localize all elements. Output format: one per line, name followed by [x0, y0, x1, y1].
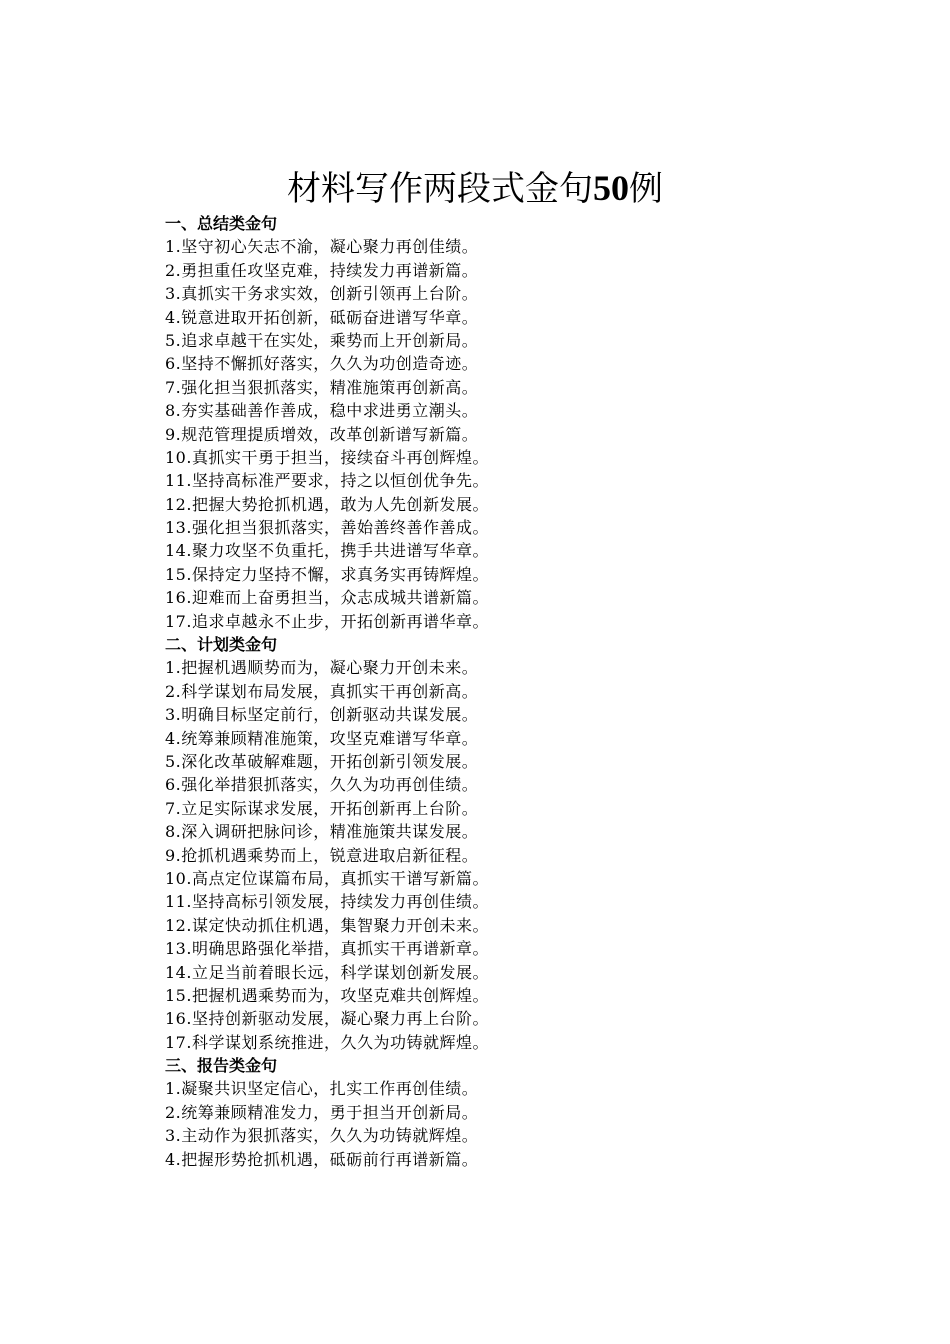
- list-item: 1.坚守初心矢志不渝，凝心聚力再创佳绩。: [165, 237, 479, 257]
- list-item: 9.规范管理提质增效，改革创新谱写新篇。: [165, 424, 479, 444]
- list-item: 2.统筹兼顾精准发力，勇于担当开创新局。: [165, 1102, 479, 1122]
- list-item: 4.锐意进取开拓创新，砥砺奋进谱写华章。: [165, 307, 479, 327]
- list-item: 17.追求卓越永不止步，开拓创新再谱华章。: [165, 611, 489, 631]
- list-item: 6.坚持不懈抓好落实，久久为功创造奇迹。: [165, 354, 479, 374]
- sentence-list: [165, 1077, 865, 1171]
- list-item: 13.明确思路强化举措，真抓实干再谱新章。: [165, 939, 489, 959]
- list-item: 15.保持定力坚持不懈，求真务实再铸辉煌。: [165, 564, 489, 584]
- list-item: 8.深入调研把脉问诊，精准施策共谋发展。: [165, 822, 479, 842]
- list-item: 12.把握大势抢抓机遇，敢为人先创新发展。: [165, 494, 489, 514]
- list-item: 5.追求卓越干在实处，乘势而上开创新局。: [165, 330, 479, 350]
- sentence-list: [165, 235, 865, 633]
- section-heading: 一、总结类金句: [165, 214, 278, 233]
- section-heading: 三、报告类金句: [165, 1056, 278, 1076]
- list-item: 2.科学谋划布局发展，真抓实干再创新高。: [165, 681, 479, 701]
- section-report: [165, 1054, 865, 1171]
- list-item: 13.强化担当狠抓落实，善始善终善作善成。: [165, 518, 489, 538]
- document-title: [0, 166, 950, 211]
- section-summary: [165, 212, 865, 633]
- list-item: 16.坚持创新驱动发展，凝心聚力再上台阶。: [165, 1009, 489, 1029]
- list-item: 11.坚持高标引领发展，持续发力再创佳绩。: [165, 892, 489, 912]
- list-item: 17.科学谋划系统推进，久久为功铸就辉煌。: [165, 1032, 489, 1052]
- list-item: 6.强化举措狠抓落实，久久为功再创佳绩。: [165, 775, 479, 795]
- list-item: 14.聚力攻坚不负重托，携手共进谱写华章。: [165, 541, 489, 561]
- list-item: 4.把握形势抢抓机遇，砥砺前行再谱新篇。: [165, 1149, 479, 1169]
- title-suffix: 例: [629, 169, 663, 209]
- document-body: [165, 212, 865, 1171]
- list-item: 7.立足实际谋求发展，开拓创新再上台阶。: [165, 798, 479, 818]
- list-item: 7.强化担当狠抓落实，精准施策再创新高。: [165, 377, 479, 397]
- list-item: 12.谋定快动抓住机遇，集智聚力开创未来。: [165, 915, 489, 935]
- list-item: 3.主动作为狠抓落实，久久为功铸就辉煌。: [165, 1126, 479, 1146]
- list-item: 3.真抓实干务求实效，创新引领再上台阶。: [165, 284, 479, 304]
- list-item: 10.高点定位谋篇布局，真抓实干谱写新篇。: [165, 868, 489, 888]
- list-item: 16.迎难而上奋勇担当，众志成城共谱新篇。: [165, 588, 489, 608]
- list-item: 5.深化改革破解难题，开拓创新引领发展。: [165, 751, 479, 771]
- list-item: 1.把握机遇顺势而为，凝心聚力开创未来。: [165, 658, 479, 678]
- list-item: 9.抢抓机遇乘势而上，锐意进取启新征程。: [165, 845, 479, 865]
- section-plan: [165, 633, 865, 1054]
- list-item: 1.凝聚共识坚定信心，扎实工作再创佳绩。: [165, 1079, 479, 1099]
- title-number: 50: [593, 168, 629, 208]
- list-item: 3.明确目标坚定前行，创新驱动共谋发展。: [165, 705, 479, 725]
- list-item: 15.把握机遇乘势而为，攻坚克难共创辉煌。: [165, 985, 489, 1005]
- list-item: 2.勇担重任攻坚克难，持续发力再谱新篇。: [165, 260, 479, 280]
- section-heading: 二、计划类金句: [165, 635, 278, 655]
- list-item: 8.夯实基础善作善成，稳中求进勇立潮头。: [165, 401, 479, 421]
- list-item: 10.真抓实干勇于担当，接续奋斗再创辉煌。: [165, 447, 489, 467]
- list-item: 4.统筹兼顾精准施策，攻坚克难谱写华章。: [165, 728, 479, 748]
- title-text: 材料写作两段式金句: [287, 169, 593, 209]
- list-item: 14.立足当前着眼长远，科学谋划创新发展。: [165, 962, 489, 982]
- list-item: 11.坚持高标准严要求，持之以恒创优争先。: [165, 471, 489, 491]
- sentence-list: [165, 656, 865, 1054]
